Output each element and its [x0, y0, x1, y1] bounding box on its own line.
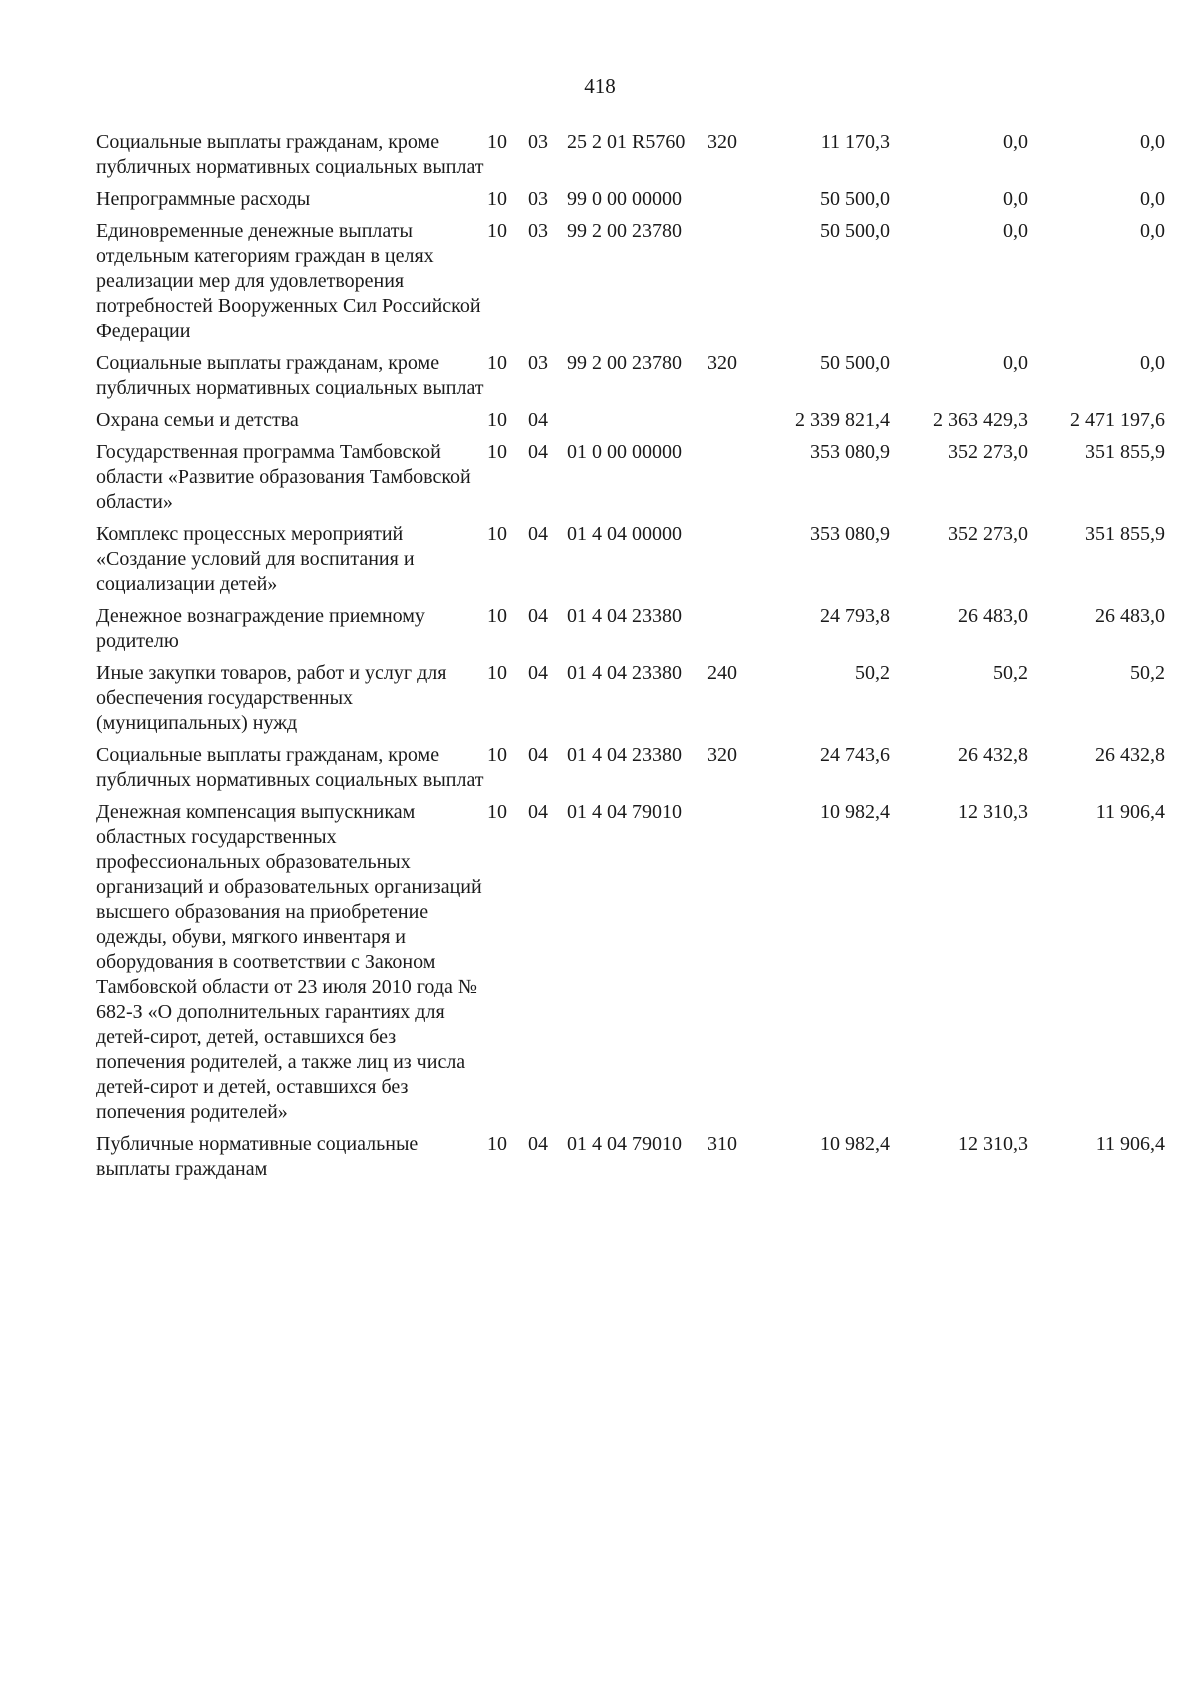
item-name: Публичные нормативные социальные выплаты гражданам [96, 1133, 419, 1180]
target-article-code: 01 4 04 23380 [567, 662, 682, 684]
table-row [96, 219, 1165, 344]
table-row [96, 130, 1165, 180]
section-code: 10 [487, 409, 507, 431]
subsection-code: 03 [528, 188, 548, 210]
amount-year-1: 50 500,0 [820, 352, 890, 374]
amount-year-2: 26 483,0 [958, 605, 1028, 627]
amount-year-2: 352 273,0 [948, 441, 1028, 463]
amount-year-3: 0,0 [1140, 220, 1165, 242]
amount-year-1: 50,2 [855, 662, 890, 684]
section-code: 10 [487, 131, 507, 153]
item-name: Социальные выплаты гражданам, кроме публичных нормативных социальных выплат [96, 131, 484, 178]
item-name: Охрана семьи и детства [96, 409, 299, 431]
section-code: 10 [487, 801, 507, 823]
table-row [96, 604, 1165, 654]
amount-year-1: 10 982,4 [820, 1133, 890, 1155]
amount-year-2: 0,0 [1003, 131, 1028, 153]
amount-year-3: 0,0 [1140, 131, 1165, 153]
budget-table [96, 130, 1165, 1189]
section-code: 10 [487, 352, 507, 374]
target-article-code: 01 4 04 23380 [567, 744, 682, 766]
amount-year-3: 11 906,4 [1095, 1133, 1165, 1155]
expense-type-code: 310 [707, 1133, 737, 1155]
target-article-code: 01 4 04 79010 [567, 801, 682, 823]
table-row [96, 187, 1165, 212]
target-article-code: 99 2 00 23780 [567, 220, 682, 242]
amount-year-1: 24 793,8 [820, 605, 890, 627]
amount-year-1: 353 080,9 [810, 523, 890, 545]
amount-year-1: 353 080,9 [810, 441, 890, 463]
section-code: 10 [487, 220, 507, 242]
subsection-code: 04 [528, 441, 548, 463]
subsection-code: 03 [528, 352, 548, 374]
amount-year-2: 12 310,3 [958, 801, 1028, 823]
amount-year-2: 2 363 429,3 [933, 409, 1028, 431]
target-article-code: 01 4 04 79010 [567, 1133, 682, 1155]
item-name: Комплекс процессных мероприятий «Создание условий для воспитания и социализации детей» [96, 523, 415, 595]
amount-year-1: 10 982,4 [820, 801, 890, 823]
item-name: Государственная программа Тамбовской области «Развитие образования Тамбовской области» [96, 441, 471, 513]
section-code: 10 [487, 605, 507, 627]
target-article-code: 01 4 04 00000 [567, 523, 682, 545]
section-code: 10 [487, 744, 507, 766]
amount-year-3: 0,0 [1140, 352, 1165, 374]
table-row [96, 743, 1165, 793]
amount-year-3: 0,0 [1140, 188, 1165, 210]
item-name: Социальные выплаты гражданам, кроме публичных нормативных социальных выплат [96, 352, 484, 399]
table-row [96, 522, 1165, 597]
amount-year-3: 26 483,0 [1095, 605, 1165, 627]
item-name: Денежная компенсация выпускникам областных государственных профессиональных образовательных организаций и образовательных организаций высшего образования на приобретение одежды, обуви, мягкого инвентаря и оборудования в соответствии с Законом Тамбовской области от 23 июля 2010 года № 682-З «О дополнительных гарантиях для детей-сирот, детей, оставшихся без попечения родителей, а также лиц из числа детей-сирот и детей, оставшихся без попечения родителей» [96, 801, 482, 1123]
amount-year-3: 11 906,4 [1095, 801, 1165, 823]
expense-type-code: 320 [707, 131, 737, 153]
table-row [96, 1132, 1165, 1182]
amount-year-1: 50 500,0 [820, 188, 890, 210]
amount-year-3: 2 471 197,6 [1070, 409, 1165, 431]
amount-year-2: 0,0 [1003, 220, 1028, 242]
page-number: 418 [584, 74, 616, 98]
amount-year-2: 352 273,0 [948, 523, 1028, 545]
expense-type-code: 320 [707, 352, 737, 374]
amount-year-1: 24 743,6 [820, 744, 890, 766]
amount-year-3: 351 855,9 [1085, 441, 1165, 463]
section-code: 10 [487, 523, 507, 545]
amount-year-3: 26 432,8 [1095, 744, 1165, 766]
target-article-code: 01 4 04 23380 [567, 605, 682, 627]
item-name: Денежное вознаграждение приемному родителю [96, 605, 425, 652]
table-row [96, 661, 1165, 736]
expense-type-code: 240 [707, 662, 737, 684]
amount-year-2: 12 310,3 [958, 1133, 1028, 1155]
item-name: Иные закупки товаров, работ и услуг для обеспечения государственных (муниципальных) нужд [96, 662, 447, 734]
amount-year-1: 2 339 821,4 [795, 409, 890, 431]
amount-year-2: 50,2 [993, 662, 1028, 684]
target-article-code: 01 0 00 00000 [567, 441, 682, 463]
table-row [96, 440, 1165, 515]
item-name: Единовременные денежные выплаты отдельным категориям граждан в целях реализации мер для удовлетворения потребностей Вооруженных Сил Российской Федерации [96, 220, 481, 342]
item-name: Социальные выплаты гражданам, кроме публичных нормативных социальных выплат [96, 744, 484, 791]
amount-year-2: 0,0 [1003, 352, 1028, 374]
subsection-code: 04 [528, 662, 548, 684]
subsection-code: 04 [528, 1133, 548, 1155]
subsection-code: 04 [528, 409, 548, 431]
amount-year-2: 26 432,8 [958, 744, 1028, 766]
target-article-code: 99 2 00 23780 [567, 352, 682, 374]
target-article-code: 99 0 00 00000 [567, 188, 682, 210]
subsection-code: 04 [528, 801, 548, 823]
table-row [96, 408, 1165, 433]
section-code: 10 [487, 1133, 507, 1155]
amount-year-3: 351 855,9 [1085, 523, 1165, 545]
table-row [96, 351, 1165, 401]
section-code: 10 [487, 662, 507, 684]
subsection-code: 04 [528, 605, 548, 627]
amount-year-1: 11 170,3 [820, 131, 890, 153]
target-article-code: 25 2 01 R5760 [567, 131, 686, 153]
subsection-code: 04 [528, 523, 548, 545]
section-code: 10 [487, 441, 507, 463]
subsection-code: 03 [528, 220, 548, 242]
amount-year-1: 50 500,0 [820, 220, 890, 242]
expense-type-code: 320 [707, 744, 737, 766]
amount-year-3: 50,2 [1130, 662, 1165, 684]
subsection-code: 04 [528, 744, 548, 766]
section-code: 10 [487, 188, 507, 210]
subsection-code: 03 [528, 131, 548, 153]
item-name: Непрограммные расходы [96, 188, 311, 210]
table-row [96, 800, 1165, 1125]
amount-year-2: 0,0 [1003, 188, 1028, 210]
